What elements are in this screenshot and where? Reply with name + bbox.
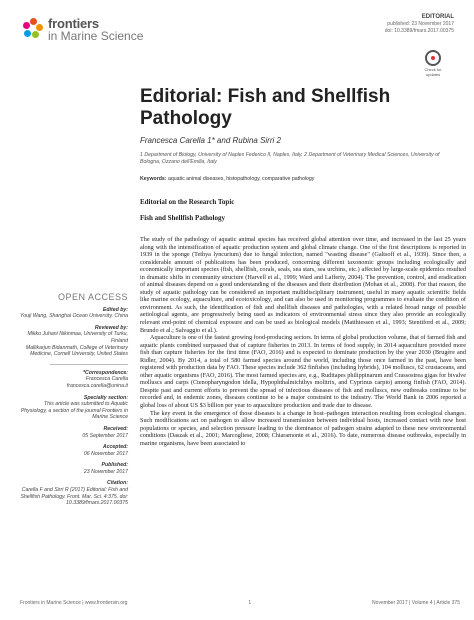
research-topic-link[interactable]: Fish and Shellfish Pathology: [140, 214, 225, 222]
edited-by-label: Edited by:: [102, 306, 128, 313]
reviewed-by-label: Reviewed by:: [94, 324, 128, 331]
footer-journal[interactable]: Frontiers in Marine Science | www.frontiersin.org: [20, 600, 128, 606]
keywords: [140, 176, 460, 182]
article-body: [140, 236, 466, 447]
article-type: EDITORIAL: [421, 14, 454, 20]
specialty-label: Specialty section:: [83, 394, 128, 401]
open-access-label: OPEN ACCESS: [57, 292, 128, 302]
page-footer: [20, 600, 460, 606]
editor: Youji Wang, Shanghai Ocean University, China: [20, 313, 128, 320]
frontiers-logo-icon: [22, 18, 44, 40]
authors: Francesca Carella 1* and Rubina Sirri 2: [140, 136, 281, 145]
sidebar-divider: [50, 364, 128, 365]
accepted-label: Accepted:: [102, 444, 128, 451]
footer-issue: November 2017 | Volume 4 | Article 375: [372, 600, 460, 606]
published-label: Published:: [101, 462, 128, 469]
received-date: 05 September 2017: [82, 432, 128, 439]
affiliations: 1 Department of Biology, University of Naples Federico II, Naples, Italy, 2 Department of Veterinary Medical Sciences, University of Bologna, Ozzano dell'Emilia, Italy: [140, 152, 440, 165]
published-date-side: 23 November 2017: [83, 468, 128, 475]
published-date: published: 23 November 2017: [387, 21, 454, 27]
reviewer-2: Mallikarjun Bidanmath, College of Veterinary Medicine, Cornell University, United States: [25, 344, 128, 358]
journal-logo: [22, 18, 143, 42]
page-number: 1: [248, 600, 252, 606]
correspondence-label: *Correspondence:: [83, 369, 128, 376]
editorial-on-heading: Editorial on the Research Topic: [140, 198, 235, 206]
logo-journal: in Marine Science: [48, 29, 144, 43]
article-sidebar: [20, 294, 128, 507]
doi[interactable]: doi: 10.3389/fmars.2017.00375: [384, 28, 454, 34]
correspondence-name: Francesca Carella: [85, 376, 128, 383]
keywords-list: aquatic animal diseases, histopathology, comparative pathology: [167, 176, 315, 182]
received-label: Received:: [103, 425, 128, 432]
check-updates-icon: [425, 50, 441, 66]
body-paragraph-2: Aquaculture is one of the fastest growing food-producing sectors. In terms of global production volume, that of farmed fish and aquatic plants combined surpassed that of capture fisheries in 2013. In terms of food supply, in 2014 aquaculture provided more fish than capture fisheries for the first time (FAO, 2016) and is expected to dominate production by the year 2030 (Brugère and Ridler, 2004). By 2014, a total of 580 farmed species around the world, including those once farmed in the past, have been registered with production data by FAO. These species include 362 finfishes (including hybrids), 104 molluscs, 62 crustaceans, and other aquatic organisms (FAO, 2016). The most farmed species are, e.g., Ruditapes philippinarum and Crassostrea gigas for bivalve molluscs and carps (Ctenopharyngodon idella, Hypophthalmichthys molitrix, and Cyprinus carpio) among finfish (FAO, 2014). Despite past and current efforts to prevent the spread of infectious diseases of fish and molluscs, new outbreaks continue to be recorded and, in endemic zones, diseases continue to be a major constraint to the industry. The World Bank in 2006 reported a global loss of about US $3 billion per year to aquaculture production and trade due to disease.: [140, 334, 466, 410]
specialty-text: This article was submitted to Aquatic Physiology, a section of the journal Frontiers in Marine Science: [20, 401, 128, 421]
body-paragraph-1: The study of the pathology of aquatic animal species has received global attention over time, and increased in the last 25 years along with the intensification of aquatic production system and global climate change. One of the first descriptions is reported in 1939 in the sponge (Tethya lyncurium) due to fungal infection, named "wasting disease" (Galtsoff et al., 1939). Since then, a considerable amount of publications has been produced, concerning different taxonomic groups including ecologically and economically important species (fish, shellfish, corals, seals, sea stars, sea urchins, etc.) affected by large-scale epidemics resulted in dramatic shifts in community structure (Harvell et al., 1999; Ward and Lafferty, 2004). The prevention, control, and eradication of animal diseases depend on a good understanding of the diseases and their distribution (Mohan et al., 2008). For that reason, the study of aquatic pathology can be considered an important multidisciplinary instrument, useful in many aquatic scientific fields like marine ecology, aquaculture, and ecotoxicology, and can also be used in monitoring programmes to evaluate the condition of environment. As such, the identification of fish and shellfish diseases and pathologies, with a related broad range of possible aetiological agents, are progressively being used as indicators of environmental stress since they also provide an ecologically relevant end-point of chemical exposure and can be used as biological models (Matthiessen et al., 1993; Stentiford et al., 2009; Brundo et al.; Salvaggio et al.).: [140, 236, 466, 334]
citation-text: Carella F and Sirri R (2017) Editorial: Fish and Shellfish Pathology. Front. Mar. Sci. 4:375. doi: 10.3389/fmars.2017.00375: [20, 487, 128, 507]
correspondence-email[interactable]: francesca.carella@unina.it: [66, 382, 128, 389]
citation-label: Citation:: [106, 480, 128, 487]
accepted-date: 06 November 2017: [83, 450, 128, 457]
article-meta: [385, 14, 454, 35]
logo-name: frontiers: [48, 16, 99, 31]
body-paragraph-3: The key event in the emergence of those diseases is a change in host–pathogen interaction resulting from ecological changes. Such modifications act on pathogen to allow increased transmission between individual hosts, increased contact with new host populations or species, and selection pressure leading to the dominance of pathogen strains adapted to these new environmental conditions (Daszak et al., 2001; Marcogliese, 2008; Chiaramonte et al., 2016). To date, numerous disease outbreaks, especially in marine organisms, have been associated to: [140, 409, 466, 447]
reviewer-1: Mikko Juhani Nikinmaa, University of Turku, Finland: [27, 331, 128, 344]
article-title: Editorial: Fish and Shellfish Pathology: [140, 86, 391, 129]
keywords-label: Keywords:: [140, 176, 167, 182]
check-updates-button[interactable]: [422, 50, 444, 77]
check-updates-label: Check for updates: [424, 67, 442, 77]
